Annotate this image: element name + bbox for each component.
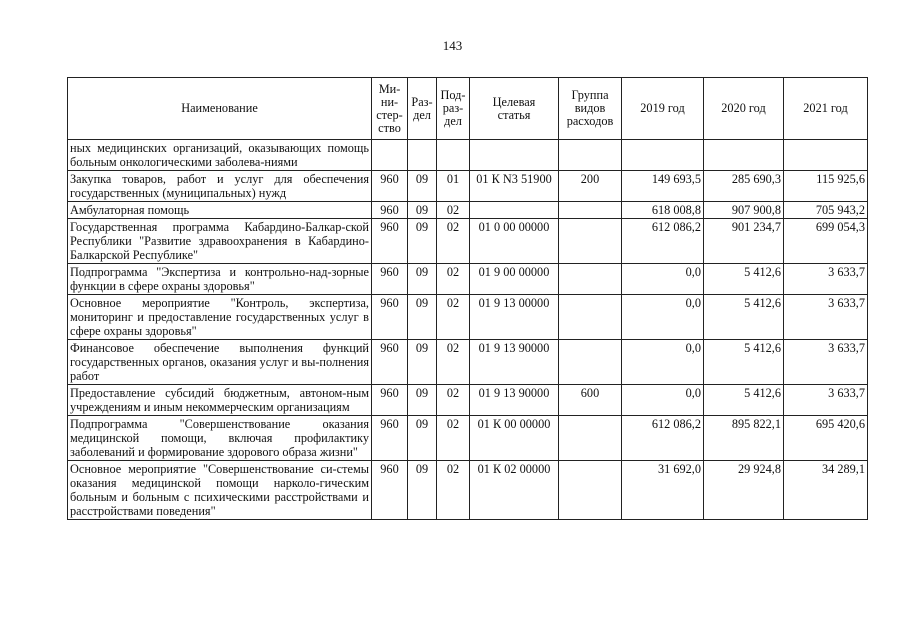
row-group	[559, 340, 622, 385]
header-ministry: Ми- ни- стер- ство	[372, 78, 408, 140]
row-subsection: 02	[437, 219, 470, 264]
row-subsection: 02	[437, 461, 470, 520]
page-number: 143	[442, 38, 463, 53]
row-group	[559, 416, 622, 461]
header-row	[68, 78, 868, 140]
row-subsection: 02	[437, 340, 470, 385]
row-name: Предоставление субсидий бюджетным, автоном-ным учреждениям и иным некоммерческим организациям	[68, 385, 372, 416]
row-2021	[784, 140, 868, 171]
row-group	[559, 202, 622, 219]
header-name: Наименование	[68, 78, 372, 140]
row-name: Государственная программа Кабардино-Балкар-ской Республики "Развитие здравоохранения в Кабардино-Балкарской Республике"	[68, 219, 372, 264]
row-2021: 34 289,1	[784, 461, 868, 520]
row-2021: 699 054,3	[784, 219, 868, 264]
table-row	[68, 171, 868, 202]
header-2021: 2021 год	[784, 78, 868, 140]
row-name: Амбулаторная помощь	[68, 202, 372, 219]
row-target: 01 К 00 00000	[470, 416, 559, 461]
table-row	[68, 219, 868, 264]
table-row	[68, 264, 868, 295]
row-2021: 3 633,7	[784, 264, 868, 295]
row-target	[470, 202, 559, 219]
row-2020: 5 412,6	[704, 295, 784, 340]
row-group: 200	[559, 171, 622, 202]
row-2021: 3 633,7	[784, 295, 868, 340]
row-name: Основное мероприятие "Совершенствование си-стемы оказания медицинской помощи нарколо-гическим больным и больным с психическими расстройствами и расстройствами поведения"	[68, 461, 372, 520]
row-2020: 285 690,3	[704, 171, 784, 202]
table-row	[68, 340, 868, 385]
row-group	[559, 295, 622, 340]
row-2020: 895 822,1	[704, 416, 784, 461]
row-ministry: 960	[372, 264, 408, 295]
header-2020: 2020 год	[704, 78, 784, 140]
row-ministry	[372, 140, 408, 171]
row-2019: 149 693,5	[622, 171, 704, 202]
row-ministry: 960	[372, 461, 408, 520]
row-group	[559, 264, 622, 295]
table-row	[68, 385, 868, 416]
row-ministry: 960	[372, 171, 408, 202]
row-ministry: 960	[372, 340, 408, 385]
row-section: 09	[408, 219, 437, 264]
row-section: 09	[408, 385, 437, 416]
row-2019: 0,0	[622, 295, 704, 340]
row-name: Подпрограмма "Экспертиза и контрольно-над-зорные функции в сфере охраны здоровья"	[68, 264, 372, 295]
row-ministry: 960	[372, 295, 408, 340]
header-2019: 2019 год	[622, 78, 704, 140]
row-ministry: 960	[372, 385, 408, 416]
row-2021: 3 633,7	[784, 385, 868, 416]
row-ministry: 960	[372, 416, 408, 461]
row-target: 01 9 13 00000	[470, 295, 559, 340]
row-section	[408, 140, 437, 171]
row-section: 09	[408, 202, 437, 219]
row-target: 01 9 00 00000	[470, 264, 559, 295]
row-section: 09	[408, 171, 437, 202]
budget-table	[67, 77, 868, 520]
row-2021: 695 420,6	[784, 416, 868, 461]
row-subsection: 02	[437, 295, 470, 340]
table-row	[68, 140, 868, 171]
table-row	[68, 202, 868, 219]
row-2019: 0,0	[622, 264, 704, 295]
row-group	[559, 140, 622, 171]
row-2020: 5 412,6	[704, 264, 784, 295]
row-group	[559, 219, 622, 264]
row-subsection: 02	[437, 385, 470, 416]
row-2019: 0,0	[622, 340, 704, 385]
row-2021: 705 943,2	[784, 202, 868, 219]
row-group	[559, 461, 622, 520]
row-subsection: 02	[437, 264, 470, 295]
row-2020: 5 412,6	[704, 385, 784, 416]
table-row	[68, 416, 868, 461]
row-target: 01 К 02 00000	[470, 461, 559, 520]
header-section: Раз- дел	[408, 78, 437, 140]
row-2020: 901 234,7	[704, 219, 784, 264]
row-target	[470, 140, 559, 171]
row-subsection: 02	[437, 416, 470, 461]
row-2019	[622, 140, 704, 171]
row-ministry: 960	[372, 202, 408, 219]
row-2019: 0,0	[622, 385, 704, 416]
row-section: 09	[408, 461, 437, 520]
table-row	[68, 461, 868, 520]
row-name: Подпрограмма "Совершенствование оказания медицинской помощи, включая профилактику заболеваний и формирование здорового образа жизни"	[68, 416, 372, 461]
row-group: 600	[559, 385, 622, 416]
row-2020: 907 900,8	[704, 202, 784, 219]
row-2019: 612 086,2	[622, 416, 704, 461]
row-2021: 115 925,6	[784, 171, 868, 202]
row-subsection	[437, 140, 470, 171]
header-subsection: Под- раз- дел	[437, 78, 470, 140]
row-2020	[704, 140, 784, 171]
row-name: Закупка товаров, работ и услуг для обеспечения государственных (муниципальных) нужд	[68, 171, 372, 202]
row-section: 09	[408, 340, 437, 385]
row-section: 09	[408, 264, 437, 295]
row-section: 09	[408, 416, 437, 461]
table-row	[68, 295, 868, 340]
row-section: 09	[408, 295, 437, 340]
row-target: 01 9 13 90000	[470, 385, 559, 416]
row-name: ных медицинских организаций, оказывающих помощь больным онкологическими заболева-ниями	[68, 140, 372, 171]
row-2019: 618 008,8	[622, 202, 704, 219]
row-target: 01 0 00 00000	[470, 219, 559, 264]
header-target: Целевая статья	[470, 78, 559, 140]
row-2020: 29 924,8	[704, 461, 784, 520]
row-2020: 5 412,6	[704, 340, 784, 385]
row-subsection: 01	[437, 171, 470, 202]
row-target: 01 К N3 51900	[470, 171, 559, 202]
row-2019: 31 692,0	[622, 461, 704, 520]
row-2019: 612 086,2	[622, 219, 704, 264]
row-name: Финансовое обеспечение выполнения функций государственных органов, оказания услуг и вы-полнения работ	[68, 340, 372, 385]
row-2021: 3 633,7	[784, 340, 868, 385]
row-ministry: 960	[372, 219, 408, 264]
row-name: Основное мероприятие "Контроль, экспертиза, мониторинг и предоставление государственных услуг в сфере охраны здоровья"	[68, 295, 372, 340]
header-group: Группа видов расходов	[559, 78, 622, 140]
row-subsection: 02	[437, 202, 470, 219]
row-target: 01 9 13 90000	[470, 340, 559, 385]
